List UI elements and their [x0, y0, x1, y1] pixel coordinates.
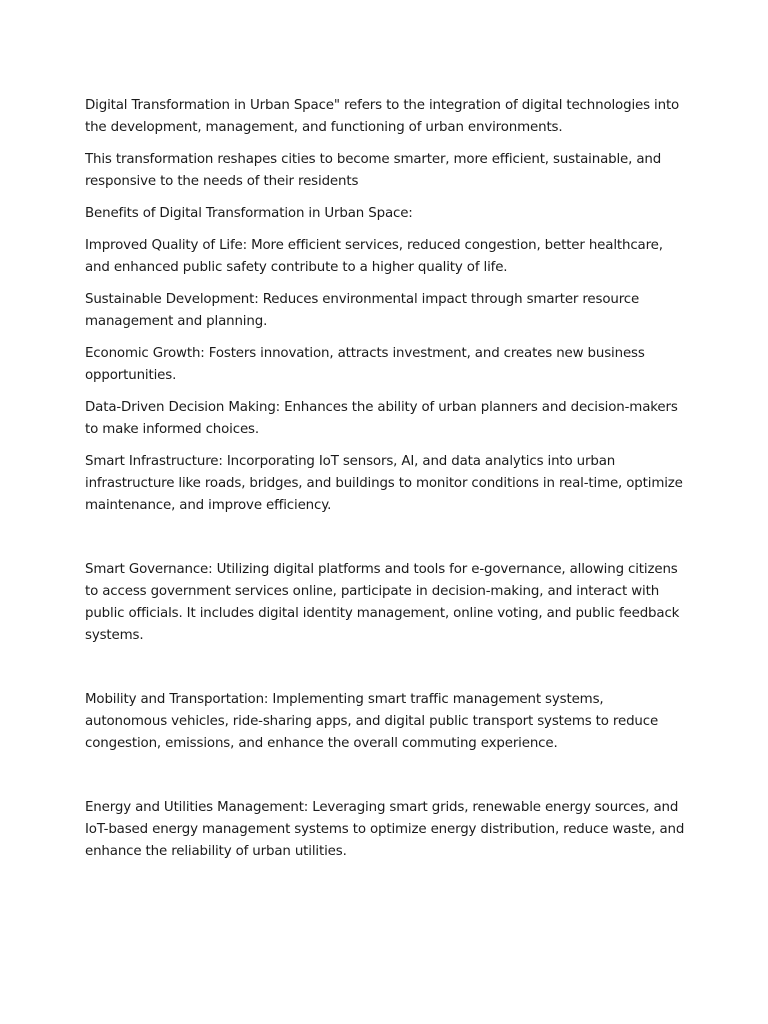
paragraph-quality-of-life: Improved Quality of Life: More efficient services, reduced congestion, better healthcare, and enhanced public safety contribute to a higher quality of life.: [85, 238, 663, 275]
paragraph-transformation: This transformation reshapes cities to become smarter, more efficient, sustainable, and responsive to the needs of their residents: [85, 152, 662, 189]
paragraph-data-driven: Data-Driven Decision Making: Enhances the ability of urban planners and decision-makers to make informed choices.: [85, 400, 678, 437]
paragraph-intro: Digital Transformation in Urban Space" refers to the integration of digital technologies into the development, management, and functioning of urban environments.: [85, 98, 680, 135]
paragraph-benefits-heading: Benefits of Digital Transformation in Urban Space:: [85, 206, 413, 221]
paragraph-smart-governance: Smart Governance: Utilizing digital platforms and tools for e-governance, allowing citizens to access government services online, participate in decision-making, and interact with public officials. It includes digital identity management, online voting, and public feedback systems.: [85, 562, 680, 643]
paragraph-economic-growth: Economic Growth: Fosters innovation, attracts investment, and creates new business opportunities.: [85, 346, 645, 383]
document-page: [85, 95, 685, 863]
paragraph-energy: Energy and Utilities Management: Leveraging smart grids, renewable energy sources, and IoT-based energy management systems to optimize energy distribution, reduce waste, and enhance the reliability of urban utilities.: [85, 800, 685, 859]
paragraph-sustainable-development: Sustainable Development: Reduces environmental impact through smarter resource management and planning.: [85, 292, 640, 329]
paragraph-mobility: Mobility and Transportation: Implementing smart traffic management systems, autonomous vehicles, ride-sharing apps, and digital public transport systems to reduce congestion, emissions, and enhance the overall commuting experience.: [85, 692, 659, 751]
paragraph-smart-infrastructure: Smart Infrastructure: Incorporating IoT sensors, AI, and data analytics into urban infrastructure like roads, bridges, and buildings to monitor conditions in real-time, optimize maintenance, and improve efficiency.: [85, 454, 683, 513]
